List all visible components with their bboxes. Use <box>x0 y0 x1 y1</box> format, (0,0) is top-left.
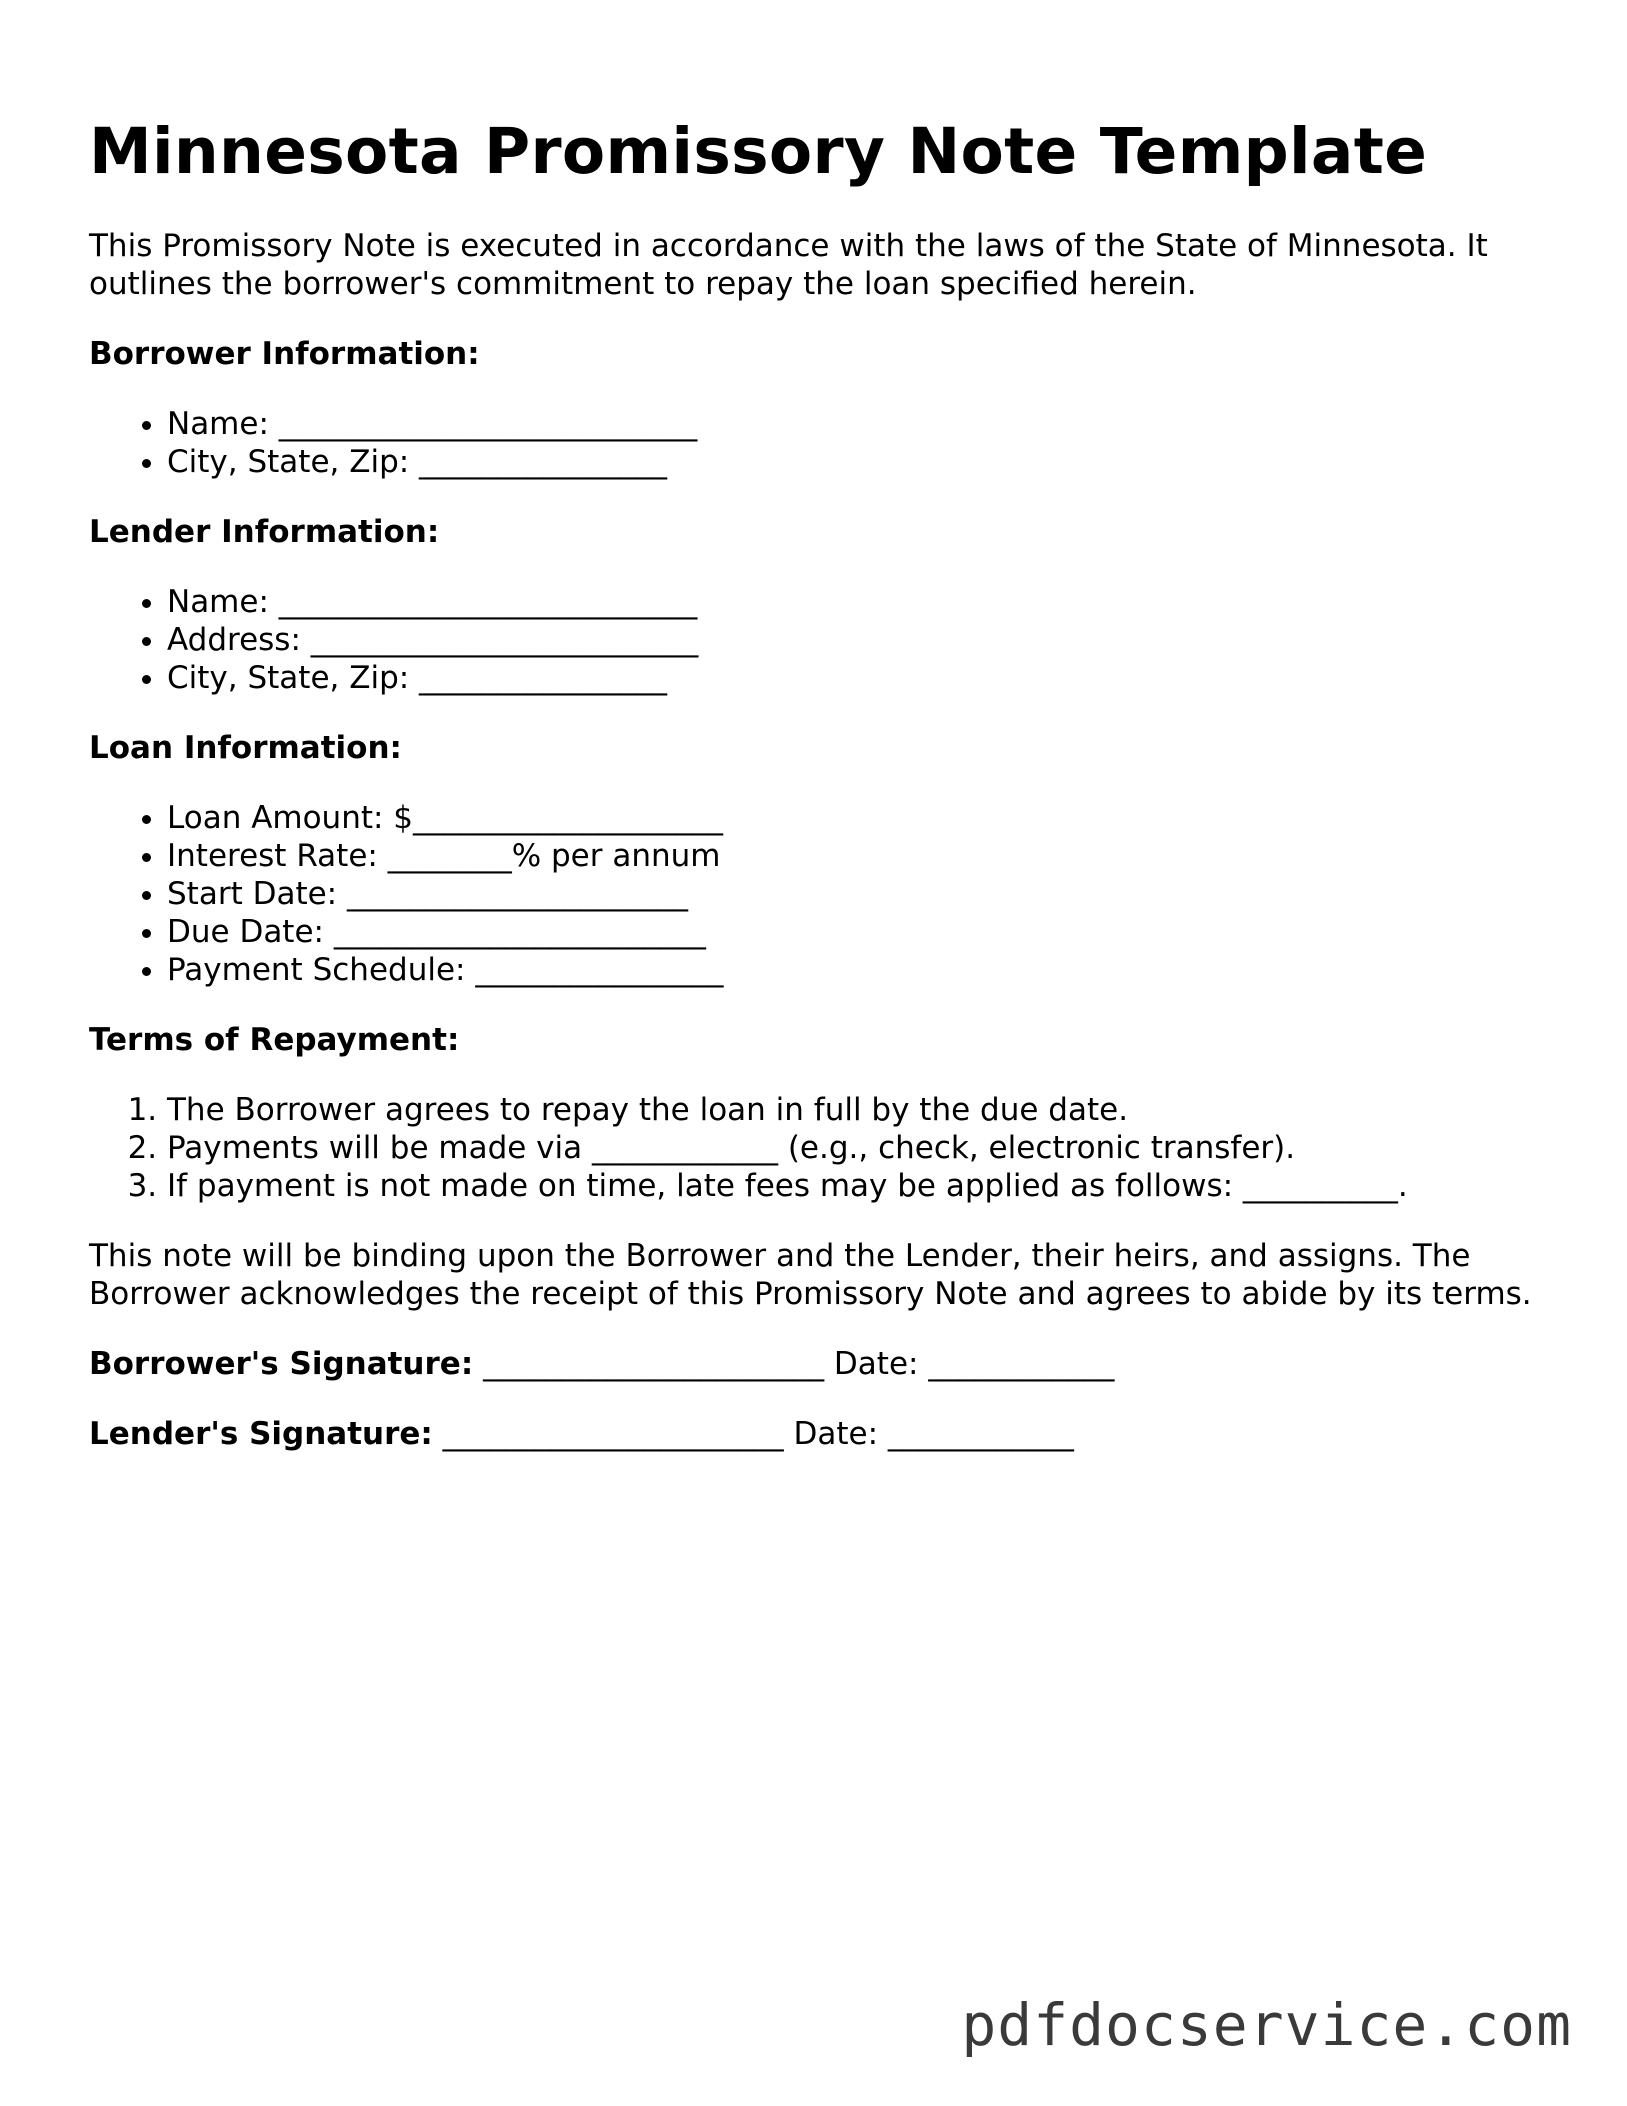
page-title: Minnesota Promissory Note Template <box>89 115 1428 188</box>
list-item: • City, State, Zip: ________________ <box>167 659 1549 697</box>
watermark: pdfdocservice.com <box>961 1991 1572 2059</box>
lender-heading: Lender Information: <box>89 514 440 550</box>
list-item: • Due Date: ________________________ <box>167 913 1549 951</box>
list-item: • Name: ___________________________ <box>167 405 1549 443</box>
list-item: 1. The Borrower agrees to repay the loan in full by the due date. <box>167 1091 1549 1129</box>
list-item: • Start Date: ______________________ <box>167 875 1549 913</box>
borrower-signature-label: Borrower's Signature: <box>89 1346 474 1382</box>
list-item: • Loan Amount: $____________________ <box>167 799 1549 837</box>
loan-heading: Loan Information: <box>89 730 402 766</box>
lender-list <box>89 583 1549 697</box>
list-item: • Interest Rate: ________% per annum <box>167 837 1549 875</box>
borrower-signature-blanks: ______________________ Date: ____________ <box>473 1346 1115 1382</box>
list-item: • Address: _________________________ <box>167 621 1549 659</box>
lender-signature-line <box>89 1415 1549 1453</box>
list-item: 2. Payments will be made via ____________ (e.g., check, electronic transfer). <box>167 1129 1549 1167</box>
list-item: • Name: ___________________________ <box>167 583 1549 621</box>
borrower-heading: Borrower Information: <box>89 336 480 372</box>
closing-paragraph: This note will be binding upon the Borrower and the Lender, their heirs, and assigns. The Borrower acknowledges the receipt of this Promissory Note and agrees to abide by its terms. <box>89 1238 1532 1312</box>
loan-list <box>89 799 1549 989</box>
terms-list <box>89 1091 1549 1205</box>
list-item: • City, State, Zip: ________________ <box>167 443 1549 481</box>
list-item: • Payment Schedule: ________________ <box>167 951 1549 989</box>
lender-signature-blanks: ______________________ Date: ____________ <box>432 1416 1074 1452</box>
terms-heading: Terms of Repayment: <box>89 1022 460 1058</box>
borrower-list <box>89 405 1549 481</box>
intro-paragraph: This Promissory Note is executed in accordance with the laws of the State of Minnesota. It outlines the borrower's commitment to repay the loan specified herein. <box>89 228 1488 302</box>
list-item: 3. If payment is not made on time, late fees may be applied as follows: __________. <box>167 1167 1549 1205</box>
lender-signature-label: Lender's Signature: <box>89 1416 433 1452</box>
borrower-signature-line <box>89 1345 1549 1383</box>
document-page <box>89 112 1549 1485</box>
